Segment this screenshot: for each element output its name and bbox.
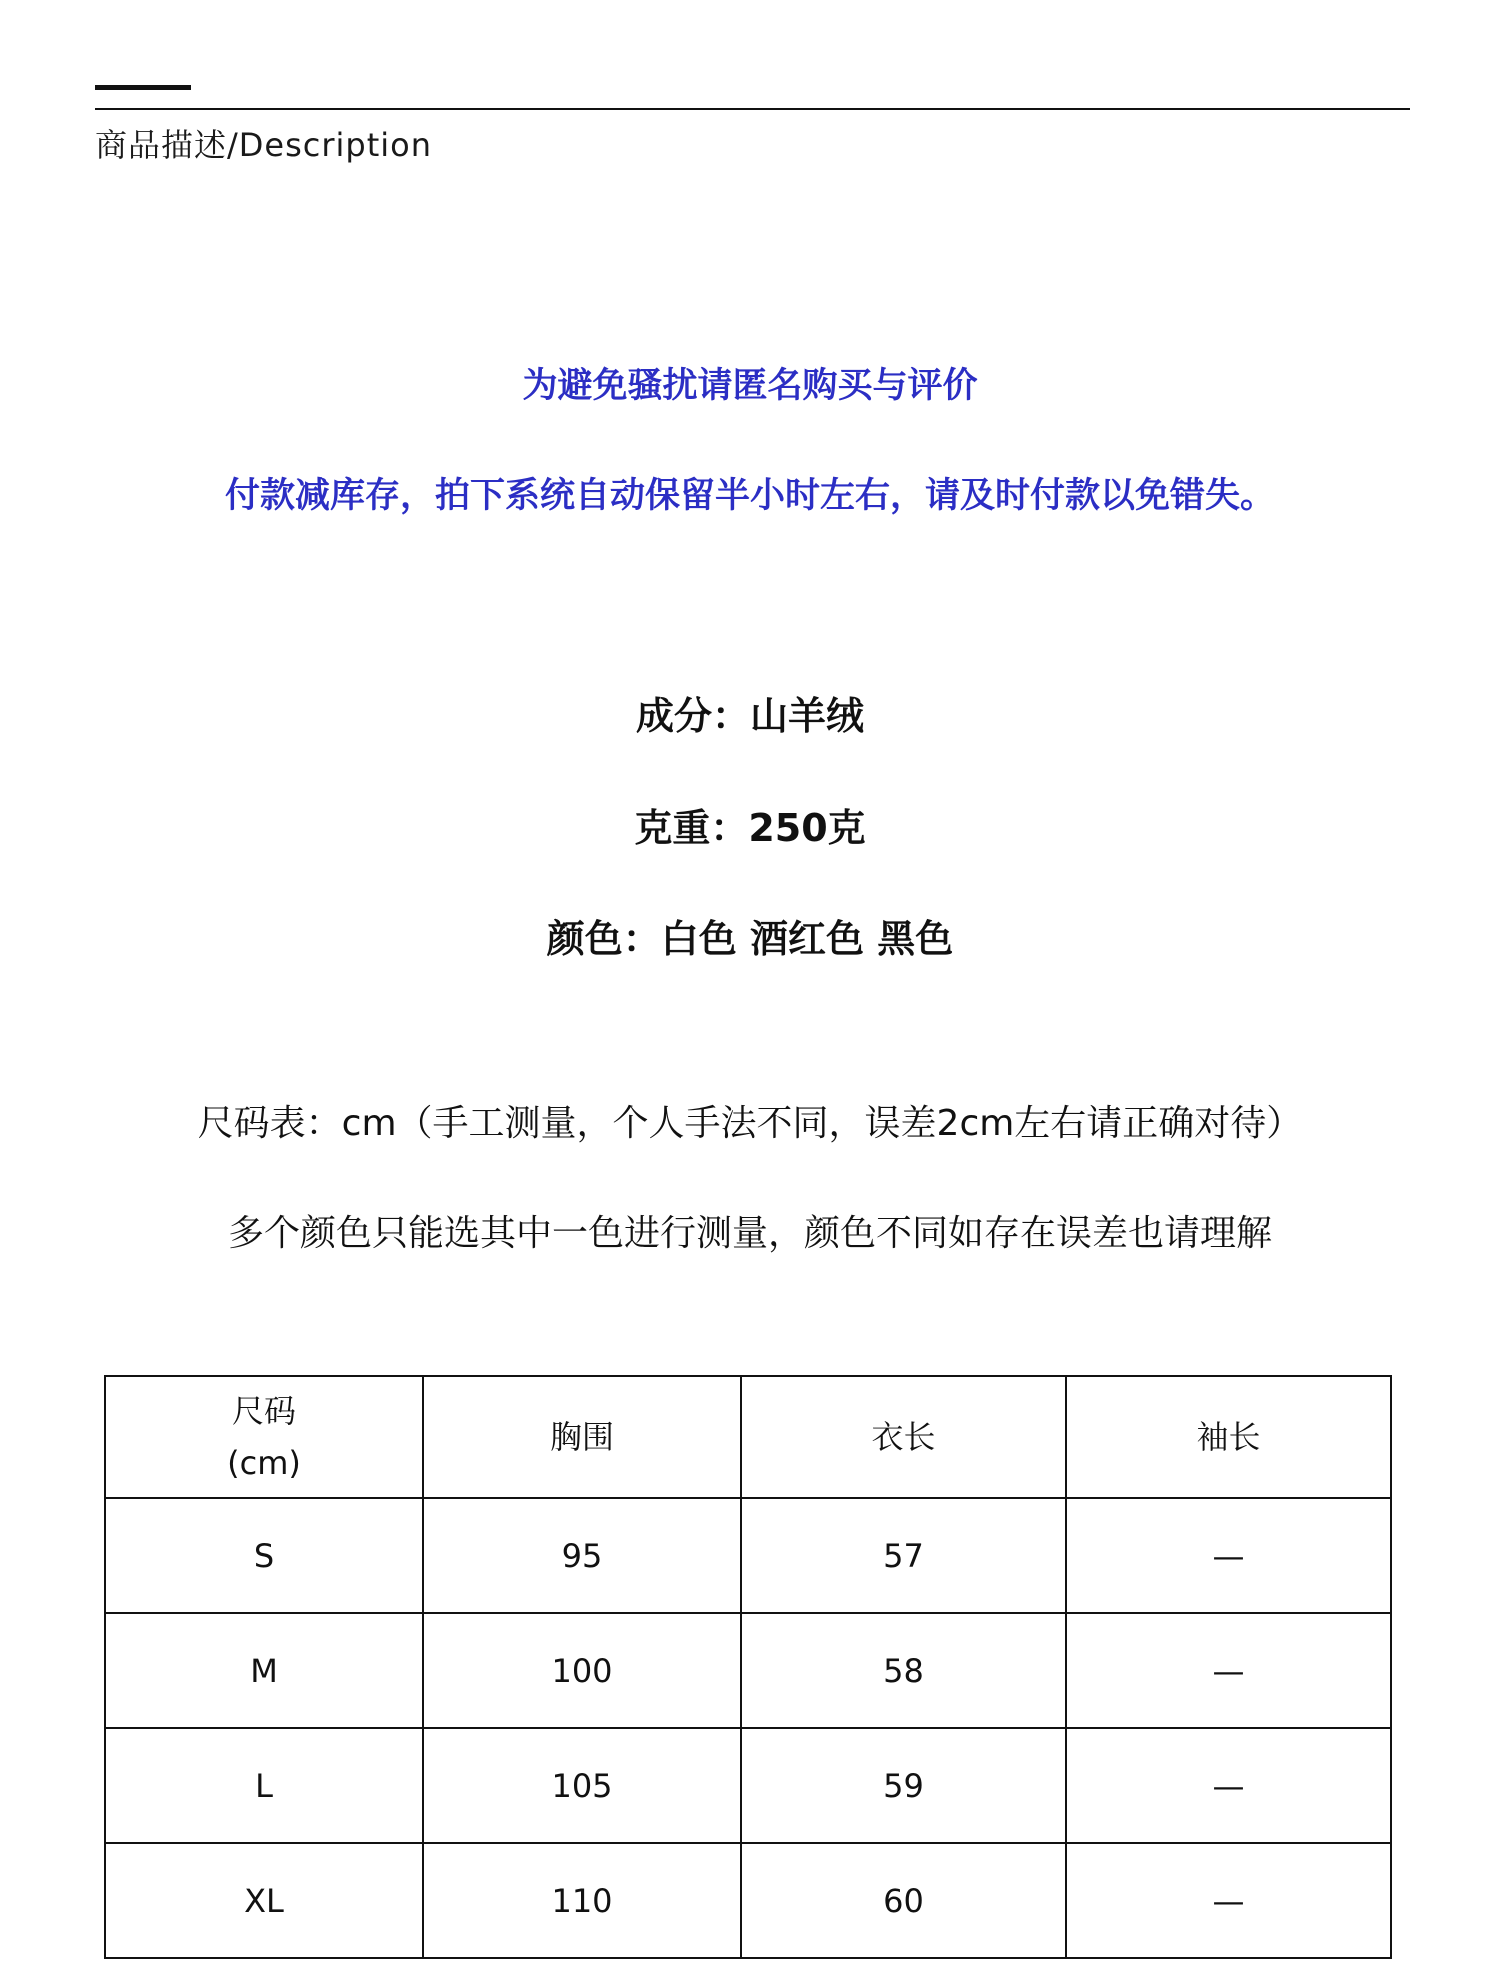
spec-composition: 成分：山羊绒 [635,694,864,738]
header-sleeve: 袖长 [1066,1376,1391,1498]
cell-size: L [105,1728,423,1843]
table-header-row [105,1376,1391,1498]
header-size-label: 尺码 [231,1392,296,1430]
cell-length: 57 [741,1498,1066,1613]
cell-sleeve: — [1066,1613,1391,1728]
cell-size: M [105,1613,423,1728]
table-row [105,1498,1391,1613]
header-size-unit: (cm) [227,1444,301,1482]
section-title: 商品描述/Description [95,126,433,164]
notice-payment: 付款减库存，拍下系统自动保留半小时左右，请及时付款以免错失。 [224,476,1275,516]
size-table [104,1375,1392,1959]
spec-weight: 克重：250克 [634,806,866,850]
header-size [105,1376,423,1498]
cell-sleeve: — [1066,1498,1391,1613]
header-chest: 胸围 [423,1376,741,1498]
size-table-note: 尺码表：cm（手工测量，个人手法不同，误差2cm左右请正确对待） [197,1103,1303,1144]
table-row [105,1613,1391,1728]
cell-chest: 95 [423,1498,741,1613]
cell-chest: 100 [423,1613,741,1728]
header-accent-bar [95,85,191,90]
cell-length: 60 [741,1843,1066,1958]
cell-size: XL [105,1843,423,1958]
header-divider [95,108,1410,110]
table-row [105,1843,1391,1958]
cell-length: 59 [741,1728,1066,1843]
cell-chest: 110 [423,1843,741,1958]
cell-length: 58 [741,1613,1066,1728]
cell-sleeve: — [1066,1728,1391,1843]
table-row [105,1728,1391,1843]
header-length: 衣长 [741,1376,1066,1498]
notice-anonymous: 为避免骚扰请匿名购买与评价 [522,366,978,406]
cell-size: S [105,1498,423,1613]
cell-sleeve: — [1066,1843,1391,1958]
color-measure-note: 多个颜色只能选其中一色进行测量，颜色不同如存在误差也请理解 [227,1213,1272,1254]
cell-chest: 105 [423,1728,741,1843]
spec-colors: 颜色：白色 酒红色 黑色 [546,917,954,961]
